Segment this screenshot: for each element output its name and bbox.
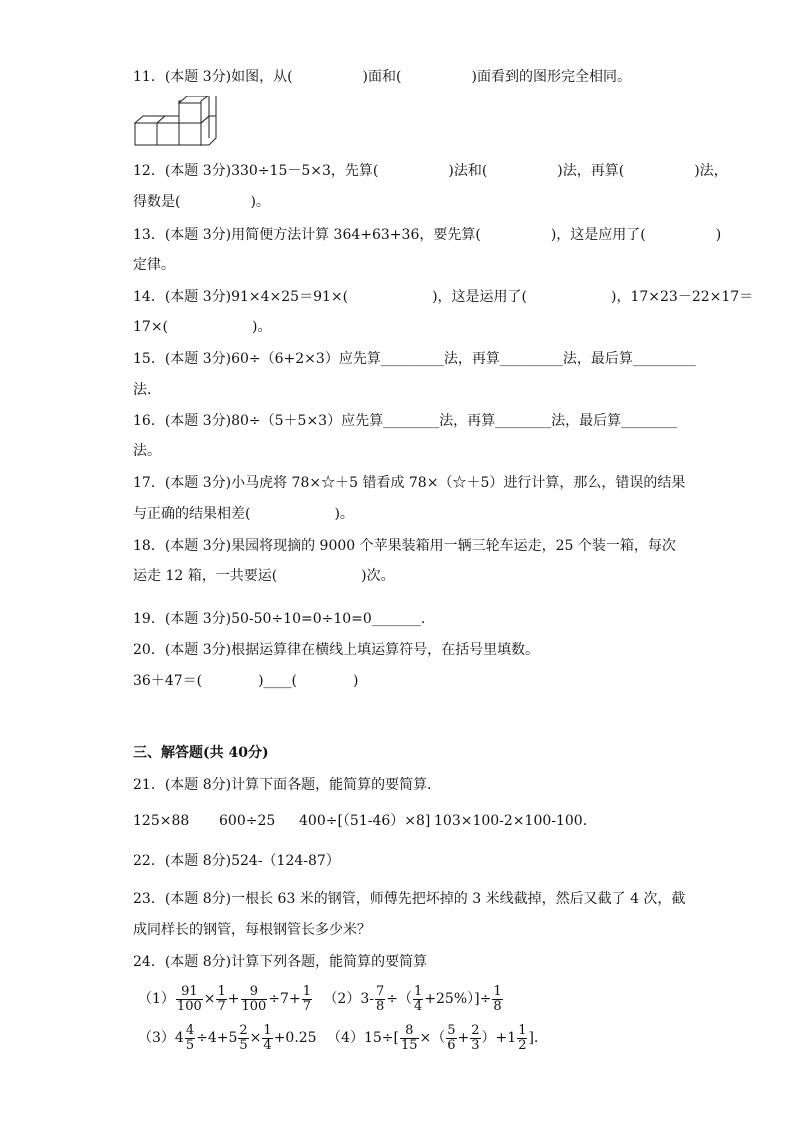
question-14-line1: 14．(本题 3分)91×4×25＝91×( )，这是运用了( )，17×23－22×17＝ bbox=[133, 289, 754, 305]
question-11: 11．(本题 3分)如图，从( )面和( )面看到的图形完全相同。 bbox=[133, 69, 631, 85]
q21-item-4: 103×100-2×100-100． bbox=[434, 813, 597, 829]
question-23-line1: 23．(本题 8分)一根长 63 米的钢管，师傅先把坏掉的 3 米线截掉，然后又截了 4 次，截 bbox=[133, 891, 686, 907]
q24-p2: （2）3- $\frac{7}{8}$ ÷（ $\frac{1}{4}$ +25%）]÷ $\frac{1}{8}$ bbox=[323, 983, 502, 1014]
question-16-line1: 16．(本题 3分)80÷（5＋5×3）应先算________法，再算________法，最后算________ bbox=[133, 413, 678, 429]
question-16-line2: 法。 bbox=[133, 443, 161, 459]
question-18-line1: 18．(本题 3分)果园将现摘的 9000 个苹果装箱用一辆三轮车运走，25 个装一箱，每次 bbox=[133, 538, 676, 554]
question-20-line2: 36＋47＝( )____( ) bbox=[133, 673, 359, 689]
question-17-line1: 17．(本题 3分)小马虎将 78×☆＋5 错看成 78×（☆＋5）进行计算，那么，错误的结果 bbox=[133, 475, 686, 491]
question-20-line1: 20．(本题 3分)根据运算律在横线上填运算符号，在括号里填数。 bbox=[133, 642, 540, 658]
question-12-line2: 得数是( )。 bbox=[133, 194, 270, 210]
q21-item-2: 600÷25 bbox=[219, 813, 276, 829]
q21-item-3: 400÷[（51-46）×8] bbox=[299, 813, 431, 829]
question-21-line1: 21．(本题 8分)计算下面各题，能简算的要简算． bbox=[133, 777, 442, 793]
question-18-line2: 运走 12 箱，一共要运( )次。 bbox=[133, 568, 395, 584]
question-15-line1: 15．(本题 3分)60÷（6+2×3）应先算_________法，再算_________法，最后算_________ bbox=[133, 351, 696, 367]
question-14-line2: 17×( )。 bbox=[133, 319, 272, 335]
section-3-title: 三、解答题(共 40分) bbox=[133, 745, 269, 761]
q24-row-2 bbox=[138, 1023, 538, 1053]
q21-item-1: 125×88 bbox=[133, 813, 190, 829]
question-12-line1: 12．(本题 3分)330÷15－5×3，先算( )法和( )法，再算( )法， bbox=[133, 163, 728, 179]
q24-p4: （4）15÷[ $\frac{8}{15}$ ×（ $\frac{5}{6}$ + $\frac{2}{3}$ ）+1 $\frac{1}{2}$ ]. bbox=[327, 1022, 539, 1053]
question-22: 22．(本题 8分)524-（124-87） bbox=[133, 853, 340, 869]
q24-p3: （3）4 $\frac{4}{5}$ ÷4+5 $\frac{2}{5}$ × $\frac{1}{4}$ +0.25 bbox=[138, 1022, 317, 1053]
question-17-line2: 与正确的结果相差( )。 bbox=[133, 506, 354, 522]
q24-row-1 bbox=[138, 984, 504, 1014]
question-13-line2: 定律。 bbox=[133, 257, 175, 273]
q24-p1: （1） $\frac{91}{100}$ × $\frac{1}{7}$ + $\frac{9}{100}$ ÷7+ $\frac{1}{7}$ bbox=[138, 983, 311, 1014]
question-24-line1: 24．(本题 8分)计算下列各题，能简算的要简算 bbox=[133, 954, 428, 970]
question-15-line2: 法． bbox=[133, 382, 161, 398]
question-19: 19．(本题 3分)50-50÷10=0÷10=0_______. bbox=[133, 611, 426, 627]
cube-figure bbox=[134, 96, 218, 148]
question-23-line2: 成同样长的钢管，每根钢管长多少米？ bbox=[133, 922, 371, 938]
question-13-line1: 13．(本题 3分)用简便方法计算 364+63+36，要先算( )，这是应用了( ) bbox=[133, 227, 722, 243]
